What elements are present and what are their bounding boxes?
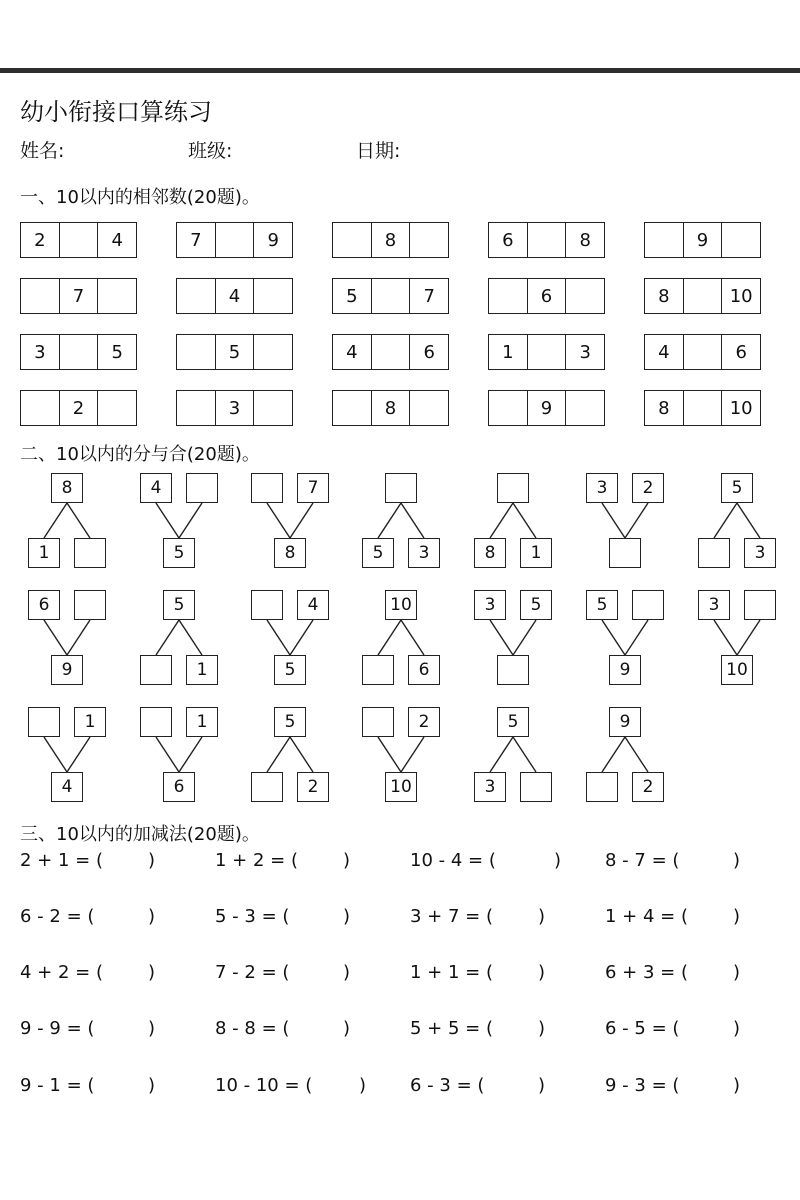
bond-number-box: 5 bbox=[362, 538, 394, 568]
equation bbox=[605, 906, 741, 927]
number-bond bbox=[134, 473, 224, 568]
bond-line bbox=[490, 503, 513, 538]
bond-number-box: 1 bbox=[74, 707, 106, 737]
bond-line bbox=[513, 620, 536, 655]
bond-number-box: 2 bbox=[632, 473, 664, 503]
number-box: 9 bbox=[684, 222, 723, 258]
equation bbox=[20, 850, 156, 871]
bond-answer-box[interactable] bbox=[632, 590, 664, 620]
number-bond bbox=[356, 473, 446, 568]
equation bbox=[410, 850, 562, 871]
equation-expression: 5 + 5 = ( bbox=[410, 1018, 493, 1039]
bond-answer-box[interactable] bbox=[497, 473, 529, 503]
number-bond bbox=[245, 707, 335, 802]
equation bbox=[605, 1018, 741, 1039]
bond-line bbox=[378, 737, 401, 772]
bond-number-box: 6 bbox=[28, 590, 60, 620]
bond-line bbox=[737, 620, 760, 655]
answer-close-paren: ) bbox=[343, 962, 351, 983]
equation bbox=[215, 1075, 367, 1096]
answer-close-paren: ) bbox=[733, 850, 741, 871]
bond-line bbox=[179, 620, 202, 655]
number-bond bbox=[580, 590, 670, 685]
bond-number-box: 3 bbox=[586, 473, 618, 503]
number-bond bbox=[22, 590, 112, 685]
bond-line bbox=[267, 503, 290, 538]
bond-number-box: 4 bbox=[140, 473, 172, 503]
name-label: 姓名: bbox=[20, 140, 65, 162]
number-bond bbox=[580, 707, 670, 802]
bond-answer-box[interactable] bbox=[744, 590, 776, 620]
bond-number-box: 3 bbox=[474, 772, 506, 802]
bond-answer-box[interactable] bbox=[74, 590, 106, 620]
equation bbox=[215, 850, 351, 871]
bond-number-box: 5 bbox=[274, 707, 306, 737]
bond-line bbox=[179, 737, 202, 772]
bond-number-box: 1 bbox=[186, 707, 218, 737]
number-bond bbox=[22, 707, 112, 802]
answer-close-paren: ) bbox=[343, 1018, 351, 1039]
bond-answer-box[interactable] bbox=[140, 707, 172, 737]
answer-close-paren: ) bbox=[148, 962, 156, 983]
bond-line bbox=[401, 737, 424, 772]
bond-answer-box[interactable] bbox=[362, 707, 394, 737]
number-box: 9 bbox=[254, 222, 293, 258]
number-box: 5 bbox=[98, 334, 137, 370]
number-bond bbox=[134, 590, 224, 685]
equation bbox=[20, 1018, 156, 1039]
bond-number-box: 4 bbox=[51, 772, 83, 802]
number-box: 2 bbox=[60, 390, 99, 426]
equation bbox=[20, 906, 156, 927]
bond-line bbox=[156, 737, 179, 772]
bond-line bbox=[602, 620, 625, 655]
equation bbox=[215, 906, 351, 927]
equation bbox=[410, 906, 546, 927]
bond-line bbox=[714, 620, 737, 655]
bond-number-box: 3 bbox=[744, 538, 776, 568]
answer-close-paren: ) bbox=[148, 906, 156, 927]
answer-close-paren: ) bbox=[538, 906, 546, 927]
answer-close-paren: ) bbox=[733, 1075, 741, 1096]
bond-line bbox=[602, 503, 625, 538]
equation-expression: 7 - 2 = ( bbox=[215, 962, 290, 983]
bond-number-box: 8 bbox=[474, 538, 506, 568]
bond-number-box: 5 bbox=[274, 655, 306, 685]
equation bbox=[605, 850, 741, 871]
equation-expression: 10 - 10 = ( bbox=[215, 1075, 313, 1096]
equation bbox=[410, 962, 546, 983]
number-box: 7 bbox=[60, 278, 99, 314]
answer-close-paren: ) bbox=[538, 1018, 546, 1039]
equation-expression: 6 - 3 = ( bbox=[410, 1075, 485, 1096]
bond-answer-box[interactable] bbox=[698, 538, 730, 568]
number-box: 4 bbox=[644, 334, 684, 370]
bond-answer-box[interactable] bbox=[609, 538, 641, 568]
number-box: 4 bbox=[98, 222, 137, 258]
class-label: 班级: bbox=[188, 140, 233, 162]
bond-answer-box[interactable] bbox=[74, 538, 106, 568]
bond-line bbox=[44, 503, 67, 538]
number-bond bbox=[692, 590, 782, 685]
bond-line bbox=[156, 503, 179, 538]
number-box: 3 bbox=[216, 390, 255, 426]
equation-expression: 8 - 8 = ( bbox=[215, 1018, 290, 1039]
bond-number-box: 2 bbox=[297, 772, 329, 802]
bond-line bbox=[625, 503, 648, 538]
bond-line bbox=[67, 503, 90, 538]
equation-expression: 9 - 3 = ( bbox=[605, 1075, 680, 1096]
number-bond bbox=[356, 590, 446, 685]
bond-answer-box[interactable] bbox=[586, 772, 618, 802]
equation-expression: 4 + 2 = ( bbox=[20, 962, 103, 983]
bond-line bbox=[625, 737, 648, 772]
answer-close-paren: ) bbox=[554, 850, 562, 871]
bond-answer-box[interactable] bbox=[140, 655, 172, 685]
bond-number-box: 8 bbox=[51, 473, 83, 503]
bond-line bbox=[513, 503, 536, 538]
equation-expression: 3 + 7 = ( bbox=[410, 906, 493, 927]
bond-answer-box[interactable] bbox=[28, 707, 60, 737]
number-box: 8 bbox=[372, 390, 411, 426]
section-1-heading: 一、10以内的相邻数(20题)。 bbox=[20, 187, 260, 208]
number-bond bbox=[134, 707, 224, 802]
bond-line bbox=[67, 620, 90, 655]
equation bbox=[605, 962, 741, 983]
bond-line bbox=[267, 620, 290, 655]
bond-line bbox=[490, 620, 513, 655]
bond-answer-box[interactable] bbox=[186, 473, 218, 503]
answer-close-paren: ) bbox=[359, 1075, 367, 1096]
number-box: 6 bbox=[488, 222, 528, 258]
number-box: 10 bbox=[722, 278, 761, 314]
number-box: 8 bbox=[372, 222, 411, 258]
bond-number-box: 4 bbox=[297, 590, 329, 620]
answer-close-paren: ) bbox=[538, 962, 546, 983]
number-box: 8 bbox=[566, 222, 605, 258]
equation bbox=[605, 1075, 741, 1096]
bond-line bbox=[290, 503, 313, 538]
equation bbox=[410, 1018, 546, 1039]
bond-answer-box[interactable] bbox=[385, 473, 417, 503]
bond-line bbox=[625, 620, 648, 655]
number-box: 10 bbox=[722, 390, 761, 426]
bond-number-box: 9 bbox=[609, 655, 641, 685]
bond-line bbox=[44, 737, 67, 772]
number-box: 4 bbox=[216, 278, 255, 314]
bond-number-box: 5 bbox=[586, 590, 618, 620]
equation-expression: 6 + 3 = ( bbox=[605, 962, 688, 983]
bond-number-box: 5 bbox=[520, 590, 552, 620]
bond-number-box: 3 bbox=[474, 590, 506, 620]
bond-answer-box[interactable] bbox=[362, 655, 394, 685]
answer-close-paren: ) bbox=[733, 1018, 741, 1039]
bond-line bbox=[378, 503, 401, 538]
bond-number-box: 8 bbox=[274, 538, 306, 568]
number-bond bbox=[468, 707, 558, 802]
number-box: 5 bbox=[216, 334, 255, 370]
number-box: 6 bbox=[722, 334, 761, 370]
bond-answer-box[interactable] bbox=[497, 655, 529, 685]
bond-number-box: 1 bbox=[28, 538, 60, 568]
bond-number-box: 10 bbox=[721, 655, 753, 685]
page-title: 幼小衔接口算练习 bbox=[20, 98, 212, 126]
equation bbox=[410, 1075, 546, 1096]
bond-number-box: 7 bbox=[297, 473, 329, 503]
bond-number-box: 5 bbox=[721, 473, 753, 503]
answer-close-paren: ) bbox=[148, 850, 156, 871]
date-label: 日期: bbox=[356, 140, 401, 162]
bond-answer-box[interactable] bbox=[251, 473, 283, 503]
bond-number-box: 3 bbox=[408, 538, 440, 568]
answer-close-paren: ) bbox=[148, 1075, 156, 1096]
bond-number-box: 1 bbox=[520, 538, 552, 568]
equation bbox=[215, 962, 351, 983]
equation-expression: 5 - 3 = ( bbox=[215, 906, 290, 927]
equation-expression: 10 - 4 = ( bbox=[410, 850, 496, 871]
number-bond bbox=[468, 473, 558, 568]
number-bond bbox=[22, 473, 112, 568]
bond-number-box: 5 bbox=[163, 590, 195, 620]
number-bond bbox=[245, 473, 335, 568]
bond-line bbox=[490, 737, 513, 772]
answer-close-paren: ) bbox=[148, 1018, 156, 1039]
bond-line bbox=[290, 737, 313, 772]
number-box: 4 bbox=[332, 334, 372, 370]
equation bbox=[20, 1075, 156, 1096]
bond-number-box: 10 bbox=[385, 772, 417, 802]
section-2-heading: 二、10以内的分与合(20题)。 bbox=[20, 444, 260, 465]
bond-answer-box[interactable] bbox=[251, 590, 283, 620]
number-box: 6 bbox=[410, 334, 449, 370]
bond-line bbox=[378, 620, 401, 655]
bond-line bbox=[290, 620, 313, 655]
bond-line bbox=[513, 737, 536, 772]
bond-line bbox=[267, 737, 290, 772]
bond-line bbox=[602, 737, 625, 772]
bond-number-box: 6 bbox=[408, 655, 440, 685]
section-3-heading: 三、10以内的加减法(20题)。 bbox=[20, 824, 260, 845]
bond-line bbox=[179, 503, 202, 538]
number-box: 8 bbox=[644, 390, 684, 426]
answer-close-paren: ) bbox=[343, 850, 351, 871]
number-box: 5 bbox=[332, 278, 372, 314]
answer-close-paren: ) bbox=[733, 962, 741, 983]
number-box: 9 bbox=[528, 390, 567, 426]
number-box: 3 bbox=[20, 334, 60, 370]
number-box: 7 bbox=[410, 278, 449, 314]
number-box: 2 bbox=[20, 222, 60, 258]
bond-line bbox=[737, 503, 760, 538]
equation-expression: 2 + 1 = ( bbox=[20, 850, 103, 871]
equation-expression: 6 - 5 = ( bbox=[605, 1018, 680, 1039]
number-bond bbox=[468, 590, 558, 685]
number-bond bbox=[692, 473, 782, 568]
number-box: 7 bbox=[176, 222, 216, 258]
bond-line bbox=[401, 620, 424, 655]
bond-number-box: 5 bbox=[497, 707, 529, 737]
bond-number-box: 9 bbox=[51, 655, 83, 685]
bond-number-box: 10 bbox=[385, 590, 417, 620]
bond-answer-box[interactable] bbox=[520, 772, 552, 802]
equation bbox=[20, 962, 156, 983]
number-bond bbox=[356, 707, 446, 802]
equation-expression: 8 - 7 = ( bbox=[605, 850, 680, 871]
number-box: 6 bbox=[528, 278, 567, 314]
answer-close-paren: ) bbox=[343, 906, 351, 927]
equation bbox=[215, 1018, 351, 1039]
equation-expression: 6 - 2 = ( bbox=[20, 906, 95, 927]
bond-line bbox=[156, 620, 179, 655]
bond-number-box: 2 bbox=[632, 772, 664, 802]
equation-expression: 1 + 2 = ( bbox=[215, 850, 298, 871]
bond-line bbox=[67, 737, 90, 772]
equation-expression: 1 + 1 = ( bbox=[410, 962, 493, 983]
bond-line bbox=[714, 503, 737, 538]
number-bond bbox=[245, 590, 335, 685]
answer-close-paren: ) bbox=[538, 1075, 546, 1096]
bond-number-box: 3 bbox=[698, 590, 730, 620]
bond-number-box: 1 bbox=[186, 655, 218, 685]
bond-number-box: 9 bbox=[609, 707, 641, 737]
equation-expression: 9 - 9 = ( bbox=[20, 1018, 95, 1039]
bond-number-box: 2 bbox=[408, 707, 440, 737]
number-box: 1 bbox=[488, 334, 528, 370]
number-box: 8 bbox=[644, 278, 684, 314]
number-bond bbox=[580, 473, 670, 568]
equation-expression: 1 + 4 = ( bbox=[605, 906, 688, 927]
bond-answer-box[interactable] bbox=[251, 772, 283, 802]
bond-number-box: 5 bbox=[163, 538, 195, 568]
bond-line bbox=[44, 620, 67, 655]
bond-number-box: 6 bbox=[163, 772, 195, 802]
bond-line bbox=[401, 503, 424, 538]
equation-expression: 9 - 1 = ( bbox=[20, 1075, 95, 1096]
answer-close-paren: ) bbox=[733, 906, 741, 927]
number-box: 3 bbox=[566, 334, 605, 370]
